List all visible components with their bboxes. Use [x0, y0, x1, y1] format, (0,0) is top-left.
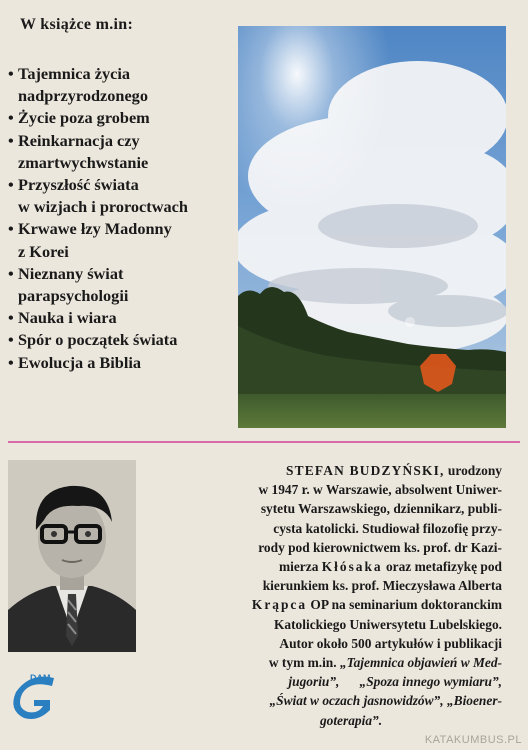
toc-item-line: Spór o początek świata	[18, 330, 178, 350]
toc-item-line: parapsychologii	[18, 286, 129, 306]
bio-line	[200, 595, 502, 614]
bullet: •	[8, 64, 14, 83]
publisher-logo-text: DAM	[30, 673, 51, 683]
sky-photo-graphic	[238, 26, 506, 428]
bio-title-italic: „Spoza innego wymiaru”,	[359, 674, 502, 690]
bio-line: cysta katolicki. Studiował filozofię przy-	[273, 520, 502, 536]
bio-name-spaced: Krąpca	[251, 597, 308, 613]
toc-item-line: nadprzyrodzonego	[18, 86, 148, 106]
bio-text: urodzony	[444, 463, 502, 478]
toc-item-line: zmartwychwstanie	[18, 152, 149, 172]
bio-line	[200, 653, 502, 672]
author-bio	[200, 461, 502, 730]
bio-line	[200, 557, 502, 576]
toc-item	[8, 352, 188, 374]
bullet: •	[8, 352, 14, 372]
bio-line	[200, 672, 502, 691]
toc-item	[8, 329, 188, 351]
bio-line: w 1947 r. w Warszawie, absolwent Uniwer-	[258, 482, 502, 498]
bio-text: oraz metafizykę pod	[382, 559, 502, 575]
bio-text: w tym m.in.	[268, 655, 340, 671]
author-portrait-graphic	[8, 460, 136, 652]
toc-list	[8, 63, 188, 374]
toc-item-line: z Korei	[18, 241, 69, 261]
watermark: KATAKUMBUS.PL	[424, 734, 522, 746]
bio-line: Katolickiego Uniwersytetu Lubelskiego.	[273, 616, 502, 632]
toc-item-line: Życie poza grobem	[18, 108, 150, 128]
bio-line: Autor około 500 artykułów i publikacji	[279, 635, 502, 651]
bullet: •	[8, 219, 14, 239]
bio-title-italic: „Świat w oczach jasnowidzów”, „Bioener-	[269, 693, 502, 709]
bullet: •	[8, 175, 14, 195]
bio-line: sytetu Warszawskiego, dziennikarz, publi-	[260, 501, 502, 517]
author-name: STEFAN BUDZYŃSKI,	[286, 463, 445, 478]
toc-item	[8, 218, 188, 262]
toc-item	[8, 107, 188, 129]
bullet: •	[8, 330, 14, 350]
toc-item-line: Nieznany świat	[18, 263, 124, 283]
toc-item-line: Tajemnica życia	[18, 64, 130, 83]
bio-line	[200, 461, 502, 480]
bullet: •	[8, 108, 14, 128]
toc-item-line: Nauka i wiara	[18, 308, 117, 328]
bio-text: mierza	[278, 559, 322, 575]
bio-text: OP na seminarium doktoranckim	[307, 597, 502, 613]
toc-item-line: w wizjach i proroctwach	[18, 197, 188, 217]
sky-photo	[238, 26, 506, 428]
divider-line	[8, 441, 520, 443]
bio-title-italic: goterapia”.	[319, 712, 383, 728]
bio-line	[200, 691, 502, 710]
bullet: •	[8, 263, 14, 283]
toc-item-line: Reinkarnacja czy	[18, 130, 140, 150]
toc-item	[8, 63, 188, 107]
toc-item	[8, 130, 188, 174]
toc-item	[8, 307, 188, 329]
toc-item-line: Ewolucja a Biblia	[18, 352, 142, 372]
bio-title-italic: jugoriu”,	[288, 674, 340, 690]
toc-item	[8, 174, 188, 218]
bio-line: kierunkiem ks. prof. Mieczysława Alberta	[262, 578, 502, 594]
bio-name-spaced: Kłósaka	[321, 559, 383, 575]
bullet: •	[8, 308, 14, 328]
bio-line: rody pod kierownictwem ks. prof. dr Kazi-	[258, 539, 502, 555]
toc-item	[8, 263, 188, 307]
bio-line	[200, 711, 502, 730]
bullet: •	[8, 130, 14, 150]
toc-heading: W książce m.in:	[20, 16, 134, 33]
toc-item-line: Przyszłość świata	[18, 175, 139, 195]
toc-item-line: Krwawe łzy Madonny	[18, 219, 172, 239]
bio-title-italic: „Tajemnica objawień w Med-	[339, 655, 502, 671]
author-portrait	[8, 460, 136, 652]
